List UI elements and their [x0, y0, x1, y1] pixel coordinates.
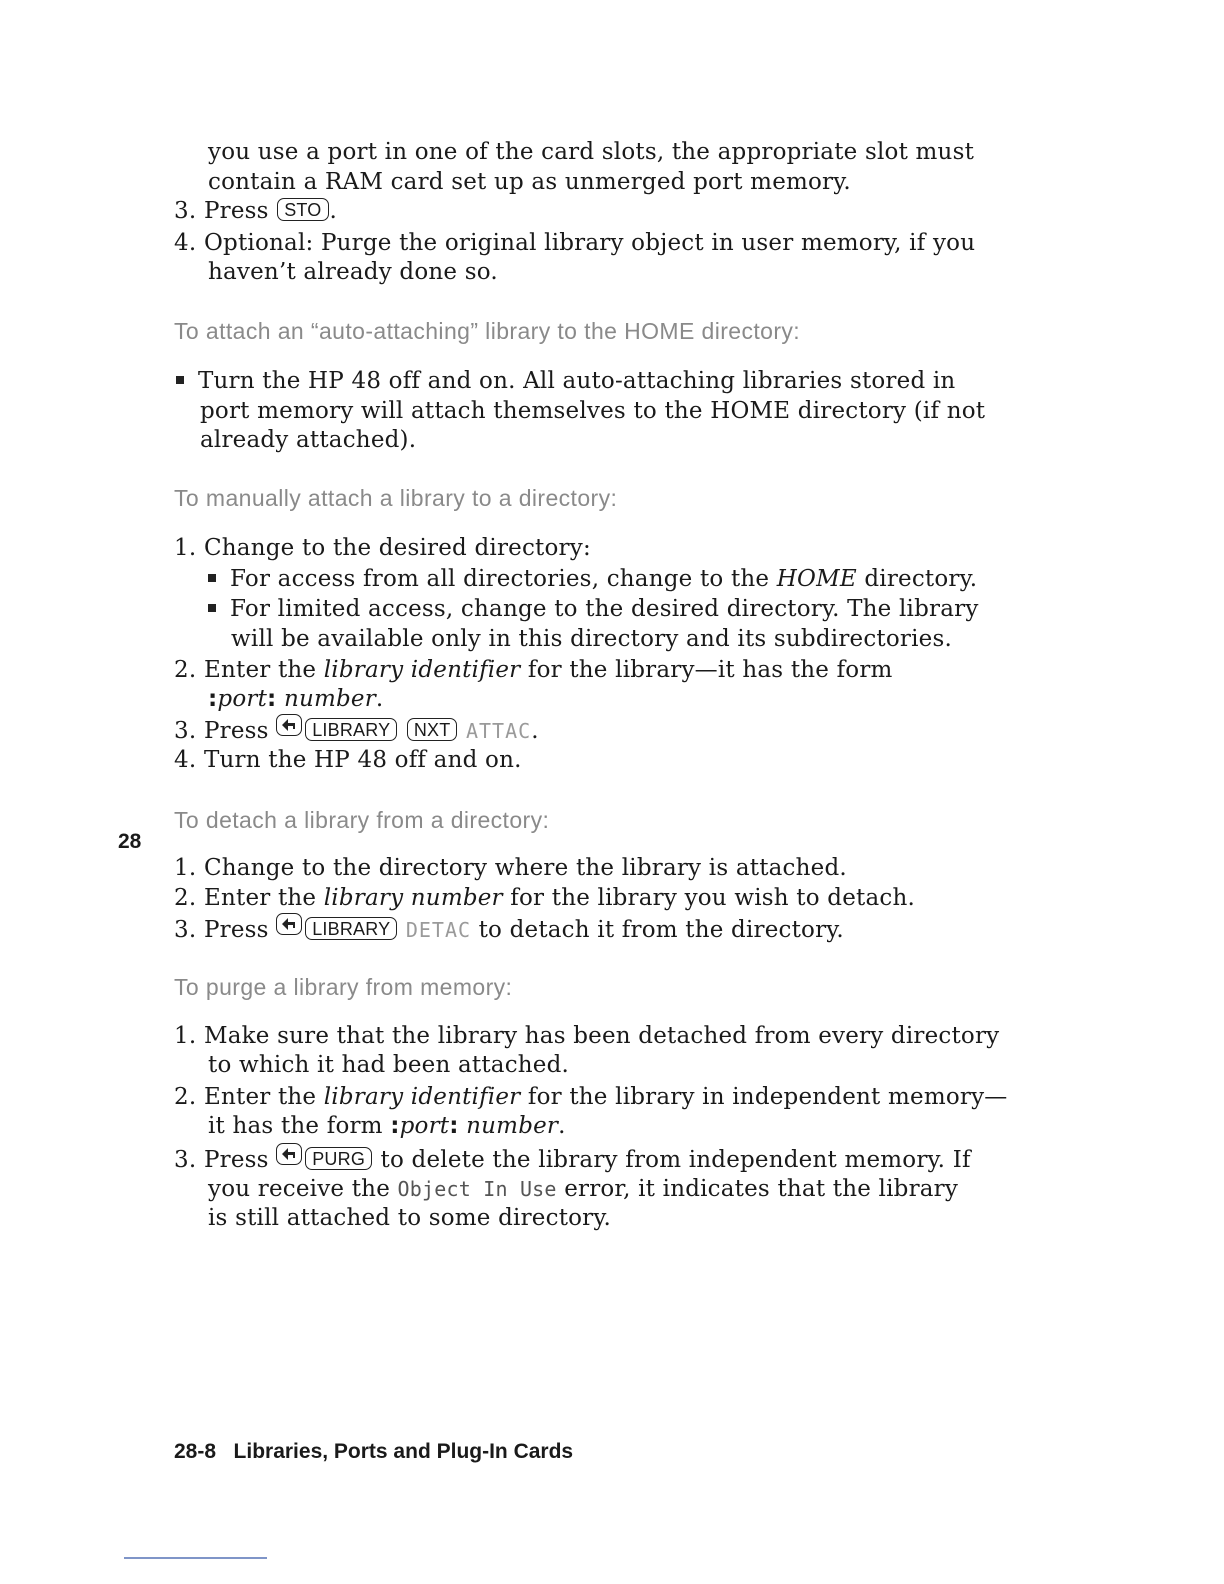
- library-key: LIBRARY: [305, 917, 397, 940]
- auto-bullet-line-3: already attached).: [200, 427, 417, 453]
- detach-step-2: 2. Enter the library number for the library you wish to detach.: [174, 885, 915, 911]
- detach-step-1: 1. Change to the directory where the library is attached.: [174, 855, 847, 881]
- footer-rule: [124, 1557, 267, 1559]
- purge-step-3-cont-2: is still attached to some directory.: [208, 1205, 612, 1231]
- manual-bullet-2-cont: will be available only in this directory and its subdirectories.: [231, 626, 952, 652]
- heading-purge: To purge a library from memory:: [174, 974, 513, 1000]
- error-message: Object In Use: [397, 1177, 557, 1201]
- manual-step-2-form: :port: number.: [208, 686, 384, 712]
- purge-step-1: 1. Make sure that the library has been detached from every directory: [174, 1023, 1000, 1049]
- purg-key: PURG: [305, 1147, 372, 1170]
- heading-manual-attach: To manually attach a library to a directory:: [174, 485, 618, 511]
- step-number: 3.: [174, 198, 197, 224]
- left-shift-key-icon: [276, 913, 302, 935]
- purge-step-3: 3. Press PURG to delete the library from independent memory. If: [174, 1143, 971, 1175]
- manual-step-4: 4. Turn the HP 48 off and on.: [174, 747, 522, 773]
- bullet-icon: [176, 376, 184, 384]
- intro-step-3: 3. Press STO .: [174, 198, 338, 224]
- detac-menu-key: DETAC: [405, 918, 472, 942]
- library-key: LIBRARY: [305, 718, 397, 741]
- manual-step-1: 1. Change to the desired directory:: [174, 535, 591, 561]
- heading-auto-attach: To attach an “auto-attaching” library to the HOME directory:: [174, 318, 801, 344]
- purge-step-2-cont: it has the form :port: number.: [208, 1113, 566, 1139]
- step-text: Optional: Purge the original library object in user memory, if you: [204, 230, 976, 256]
- heading-detach: To detach a library from a directory:: [174, 807, 550, 833]
- nxt-key: NXT: [407, 718, 458, 741]
- auto-bullet: Turn the HP 48 off and on. All auto-attaching libraries stored in: [176, 366, 955, 396]
- step-number: 4.: [174, 230, 197, 256]
- bullet-icon: [208, 604, 216, 612]
- manual-step-2: 2. Enter the library identifier for the library—it has the form: [174, 657, 893, 683]
- left-shift-key-icon: [276, 1143, 302, 1165]
- purge-step-1-cont: to which it had been attached.: [208, 1052, 570, 1078]
- footer-title: Libraries, Ports and Plug-In Cards: [233, 1440, 574, 1463]
- step-text: Press: [204, 198, 269, 224]
- intro-step-4-cont: haven’t already done so.: [208, 259, 498, 285]
- purge-step-2: 2. Enter the library identifier for the library in independent memory—: [174, 1084, 1008, 1110]
- left-shift-key-icon: [276, 714, 302, 736]
- footer-page: 28-8: [174, 1440, 217, 1463]
- attac-menu-key: ATTAC: [465, 719, 532, 743]
- bullet-icon: [208, 574, 216, 582]
- manual-step-3: 3. Press LIBRARY NXT ATTAC.: [174, 714, 539, 746]
- page-number: 28: [118, 830, 142, 853]
- auto-bullet-line-2: port memory will attach themselves to the HOME directory (if not: [200, 398, 986, 424]
- manual-bullet-2: For limited access, change to the desired directory. The library: [208, 594, 979, 624]
- intro-line-1: you use a port in one of the card slots, the appropriate slot must: [208, 139, 975, 165]
- detach-step-3: 3. Press LIBRARY DETAC to detach it from the directory.: [174, 913, 844, 945]
- manual-bullet-1: For access from all directories, change to the HOME directory.: [208, 564, 977, 594]
- footer: [174, 1440, 573, 1464]
- intro-step-4: [174, 228, 975, 258]
- purge-step-3-cont: you receive the Object In Use error, it indicates that the library: [208, 1176, 959, 1202]
- sto-key: STO: [277, 198, 328, 221]
- intro-line-2: contain a RAM card set up as unmerged port memory.: [208, 169, 851, 195]
